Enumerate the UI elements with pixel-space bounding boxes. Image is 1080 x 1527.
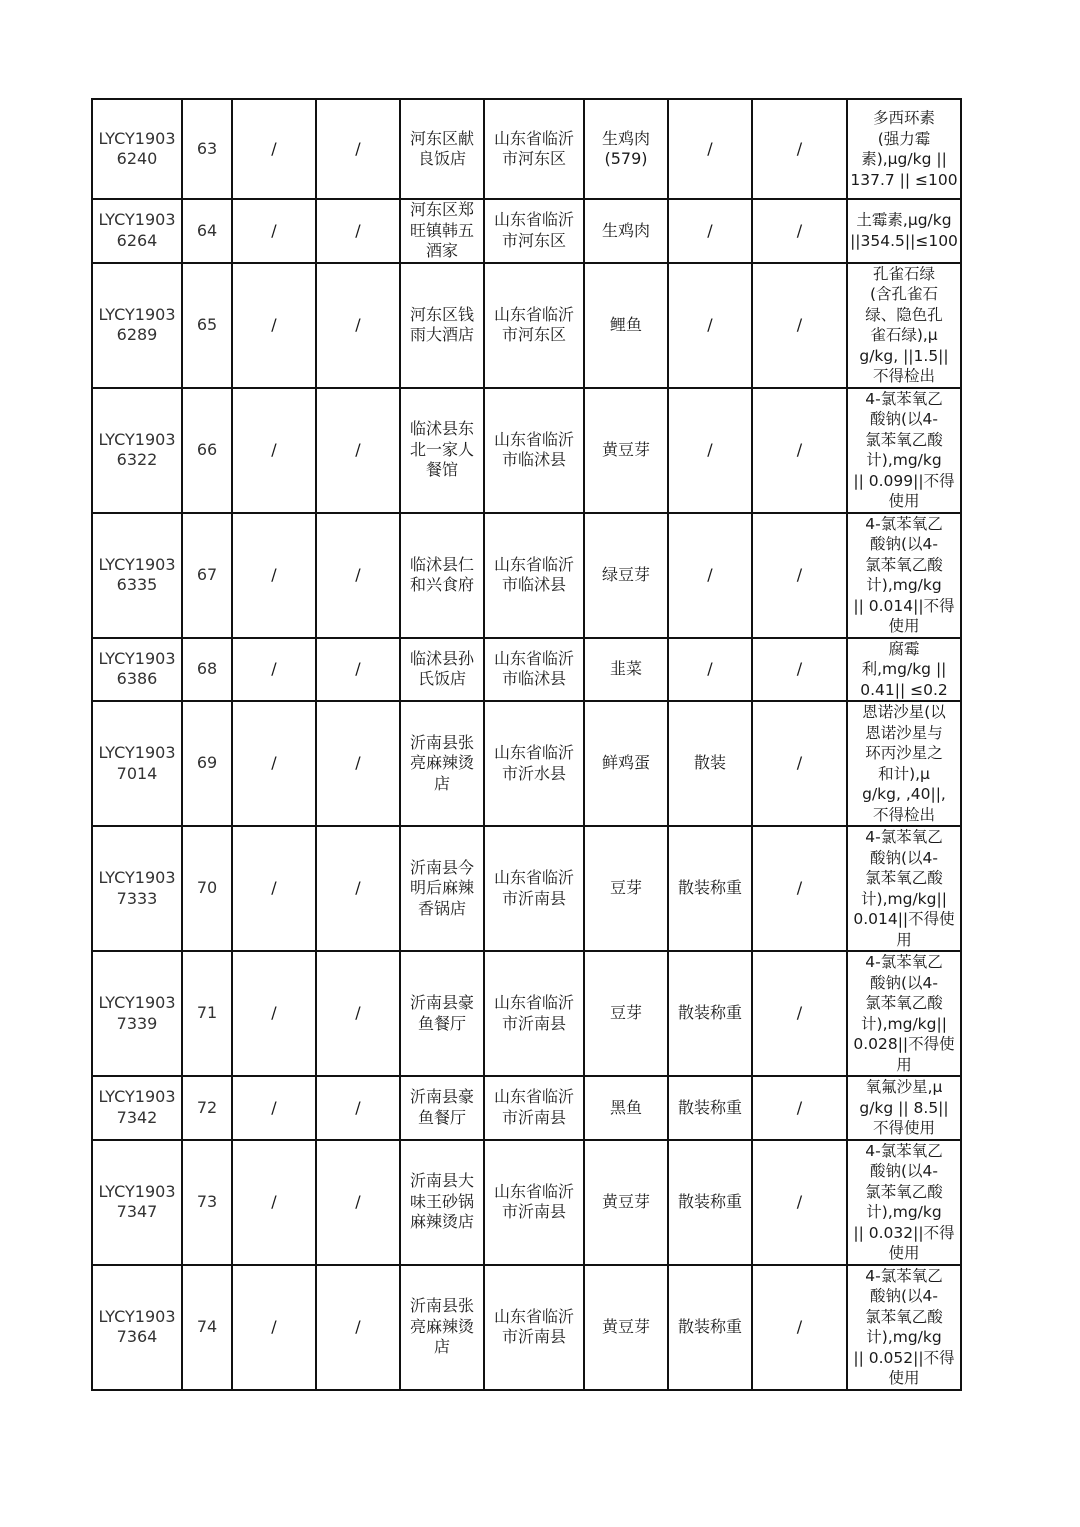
food-name-cell: 黄豆芽 bbox=[584, 388, 668, 513]
slash-cell: / bbox=[752, 826, 847, 951]
business-name-cell: 临沭县仁 和兴食府 bbox=[400, 513, 484, 638]
business-name-cell: 沂南县张 亮麻辣烫 店 bbox=[400, 701, 484, 826]
table-row bbox=[92, 1076, 961, 1140]
specification-cell: 散装 bbox=[668, 701, 752, 826]
location-cell: 山东省临沂 市沂南县 bbox=[484, 1265, 584, 1390]
sample-code-cell: LYCY1903 7339 bbox=[92, 951, 182, 1076]
food-name-cell: 韭菜 bbox=[584, 638, 668, 702]
specification-cell: / bbox=[668, 388, 752, 513]
table-row bbox=[92, 1140, 961, 1265]
sample-code-cell: LYCY1903 6264 bbox=[92, 199, 182, 263]
slash-cell: / bbox=[316, 826, 400, 951]
slash-cell: / bbox=[316, 99, 400, 199]
sample-code-cell: LYCY1903 7364 bbox=[92, 1265, 182, 1390]
slash-cell: / bbox=[232, 951, 316, 1076]
slash-cell: / bbox=[752, 199, 847, 263]
location-cell: 山东省临沂 市沂南县 bbox=[484, 1140, 584, 1265]
sequence-number-cell: 67 bbox=[182, 513, 232, 638]
table-row bbox=[92, 1265, 961, 1390]
table-row bbox=[92, 388, 961, 513]
failed-item-cell: 4-氯苯氧乙 酸钠(以4- 氯苯氧乙酸 计),mg/kg || 0.052||不得 使用 bbox=[847, 1265, 961, 1390]
table-row bbox=[92, 638, 961, 702]
specification-cell: 散装称重 bbox=[668, 951, 752, 1076]
slash-cell: / bbox=[316, 1265, 400, 1390]
food-name-cell: 豆芽 bbox=[584, 951, 668, 1076]
slash-cell: / bbox=[316, 388, 400, 513]
business-name-cell: 沂南县豪 鱼餐厅 bbox=[400, 1076, 484, 1140]
location-cell: 山东省临沂 市沂水县 bbox=[484, 701, 584, 826]
sample-code-cell: LYCY1903 6240 bbox=[92, 99, 182, 199]
slash-cell: / bbox=[232, 1076, 316, 1140]
slash-cell: / bbox=[752, 701, 847, 826]
table-row bbox=[92, 826, 961, 951]
slash-cell: / bbox=[232, 99, 316, 199]
slash-cell: / bbox=[752, 1265, 847, 1390]
slash-cell: / bbox=[232, 388, 316, 513]
results-table bbox=[91, 98, 962, 1391]
business-name-cell: 河东区献 良饭店 bbox=[400, 99, 484, 199]
sequence-number-cell: 63 bbox=[182, 99, 232, 199]
failed-item-cell: 土霉素,μg/kg ||354.5||≤100 bbox=[847, 199, 961, 263]
specification-cell: 散装称重 bbox=[668, 826, 752, 951]
table-row bbox=[92, 99, 961, 199]
failed-item-cell: 4-氯苯氧乙 酸钠(以4- 氯苯氧乙酸 计),mg/kg|| 0.028||不得使 用 bbox=[847, 951, 961, 1076]
business-name-cell: 沂南县张 亮麻辣烫 店 bbox=[400, 1265, 484, 1390]
sequence-number-cell: 74 bbox=[182, 1265, 232, 1390]
food-name-cell: 豆芽 bbox=[584, 826, 668, 951]
sample-code-cell: LYCY1903 6386 bbox=[92, 638, 182, 702]
sample-code-cell: LYCY1903 7342 bbox=[92, 1076, 182, 1140]
business-name-cell: 临沭县东 北一家人 餐馆 bbox=[400, 388, 484, 513]
slash-cell: / bbox=[752, 513, 847, 638]
sample-code-cell: LYCY1903 7014 bbox=[92, 701, 182, 826]
food-name-cell: 生鸡肉 (579) bbox=[584, 99, 668, 199]
specification-cell: / bbox=[668, 513, 752, 638]
slash-cell: / bbox=[752, 388, 847, 513]
specification-cell: 散装称重 bbox=[668, 1265, 752, 1390]
food-name-cell: 鲜鸡蛋 bbox=[584, 701, 668, 826]
specification-cell: 散装称重 bbox=[668, 1076, 752, 1140]
failed-item-cell: 多西环素 (强力霉 素),μg/kg || 137.7 || ≤100 bbox=[847, 99, 961, 199]
location-cell: 山东省临沂 市沂南县 bbox=[484, 1076, 584, 1140]
food-name-cell: 鲤鱼 bbox=[584, 263, 668, 388]
location-cell: 山东省临沂 市临沭县 bbox=[484, 513, 584, 638]
table-row bbox=[92, 951, 961, 1076]
business-name-cell: 河东区钱 雨大酒店 bbox=[400, 263, 484, 388]
slash-cell: / bbox=[752, 951, 847, 1076]
food-name-cell: 黑鱼 bbox=[584, 1076, 668, 1140]
food-name-cell: 生鸡肉 bbox=[584, 199, 668, 263]
food-name-cell: 黄豆芽 bbox=[584, 1140, 668, 1265]
slash-cell: / bbox=[752, 638, 847, 702]
sample-code-cell: LYCY1903 6335 bbox=[92, 513, 182, 638]
location-cell: 山东省临沂 市临沭县 bbox=[484, 638, 584, 702]
slash-cell: / bbox=[232, 513, 316, 638]
location-cell: 山东省临沂 市临沭县 bbox=[484, 388, 584, 513]
location-cell: 山东省临沂 市沂南县 bbox=[484, 951, 584, 1076]
slash-cell: / bbox=[316, 1076, 400, 1140]
slash-cell: / bbox=[232, 199, 316, 263]
table-row bbox=[92, 513, 961, 638]
slash-cell: / bbox=[232, 638, 316, 702]
sequence-number-cell: 65 bbox=[182, 263, 232, 388]
slash-cell: / bbox=[232, 1140, 316, 1265]
slash-cell: / bbox=[316, 701, 400, 826]
sequence-number-cell: 68 bbox=[182, 638, 232, 702]
sequence-number-cell: 69 bbox=[182, 701, 232, 826]
sample-code-cell: LYCY1903 7333 bbox=[92, 826, 182, 951]
failed-item-cell: 4-氯苯氧乙 酸钠(以4- 氯苯氧乙酸 计),mg/kg || 0.014||不得 使用 bbox=[847, 513, 961, 638]
slash-cell: / bbox=[752, 1076, 847, 1140]
failed-item-cell: 恩诺沙星(以 恩诺沙星与 环丙沙星之 和计),μ g/kg, ,40||, 不得检出 bbox=[847, 701, 961, 826]
location-cell: 山东省临沂 市河东区 bbox=[484, 199, 584, 263]
failed-item-cell: 孔雀石绿 (含孔雀石 绿、隐色孔 雀石绿),μ g/kg, ||1.5|| 不得检出 bbox=[847, 263, 961, 388]
failed-item-cell: 4-氯苯氧乙 酸钠(以4- 氯苯氧乙酸 计),mg/kg || 0.099||不得 使用 bbox=[847, 388, 961, 513]
slash-cell: / bbox=[316, 638, 400, 702]
slash-cell: / bbox=[232, 263, 316, 388]
business-name-cell: 沂南县大 味王砂锅 麻辣烫店 bbox=[400, 1140, 484, 1265]
sample-code-cell: LYCY1903 6322 bbox=[92, 388, 182, 513]
slash-cell: / bbox=[232, 1265, 316, 1390]
sequence-number-cell: 70 bbox=[182, 826, 232, 951]
failed-item-cell: 氧氟沙星,μ g/kg || 8.5|| 不得使用 bbox=[847, 1076, 961, 1140]
sample-code-cell: LYCY1903 6289 bbox=[92, 263, 182, 388]
slash-cell: / bbox=[232, 826, 316, 951]
specification-cell: / bbox=[668, 199, 752, 263]
slash-cell: / bbox=[316, 951, 400, 1076]
food-name-cell: 绿豆芽 bbox=[584, 513, 668, 638]
slash-cell: / bbox=[752, 1140, 847, 1265]
table-row bbox=[92, 263, 961, 388]
specification-cell: / bbox=[668, 99, 752, 199]
slash-cell: / bbox=[316, 1140, 400, 1265]
specification-cell: / bbox=[668, 638, 752, 702]
slash-cell: / bbox=[752, 263, 847, 388]
location-cell: 山东省临沂 市河东区 bbox=[484, 263, 584, 388]
slash-cell: / bbox=[316, 263, 400, 388]
slash-cell: / bbox=[316, 199, 400, 263]
table-body bbox=[92, 99, 961, 1390]
specification-cell: 散装称重 bbox=[668, 1140, 752, 1265]
failed-item-cell: 4-氯苯氧乙 酸钠(以4- 氯苯氧乙酸 计),mg/kg || 0.032||不得 使用 bbox=[847, 1140, 961, 1265]
failed-item-cell: 4-氯苯氧乙 酸钠(以4- 氯苯氧乙酸 计),mg/kg|| 0.014||不得使 用 bbox=[847, 826, 961, 951]
food-name-cell: 黄豆芽 bbox=[584, 1265, 668, 1390]
slash-cell: / bbox=[752, 99, 847, 199]
location-cell: 山东省临沂 市河东区 bbox=[484, 99, 584, 199]
specification-cell: / bbox=[668, 263, 752, 388]
table-row bbox=[92, 199, 961, 263]
sequence-number-cell: 71 bbox=[182, 951, 232, 1076]
business-name-cell: 沂南县今 明后麻辣 香锅店 bbox=[400, 826, 484, 951]
slash-cell: / bbox=[232, 701, 316, 826]
sequence-number-cell: 66 bbox=[182, 388, 232, 513]
sequence-number-cell: 72 bbox=[182, 1076, 232, 1140]
slash-cell: / bbox=[316, 513, 400, 638]
location-cell: 山东省临沂 市沂南县 bbox=[484, 826, 584, 951]
sample-code-cell: LYCY1903 7347 bbox=[92, 1140, 182, 1265]
business-name-cell: 临沭县孙 氏饭店 bbox=[400, 638, 484, 702]
table-row bbox=[92, 701, 961, 826]
business-name-cell: 河东区郑 旺镇韩五 酒家 bbox=[400, 199, 484, 263]
sequence-number-cell: 73 bbox=[182, 1140, 232, 1265]
sequence-number-cell: 64 bbox=[182, 199, 232, 263]
failed-item-cell: 腐霉 利,mg/kg || 0.41|| ≤0.2 bbox=[847, 638, 961, 702]
business-name-cell: 沂南县豪 鱼餐厅 bbox=[400, 951, 484, 1076]
